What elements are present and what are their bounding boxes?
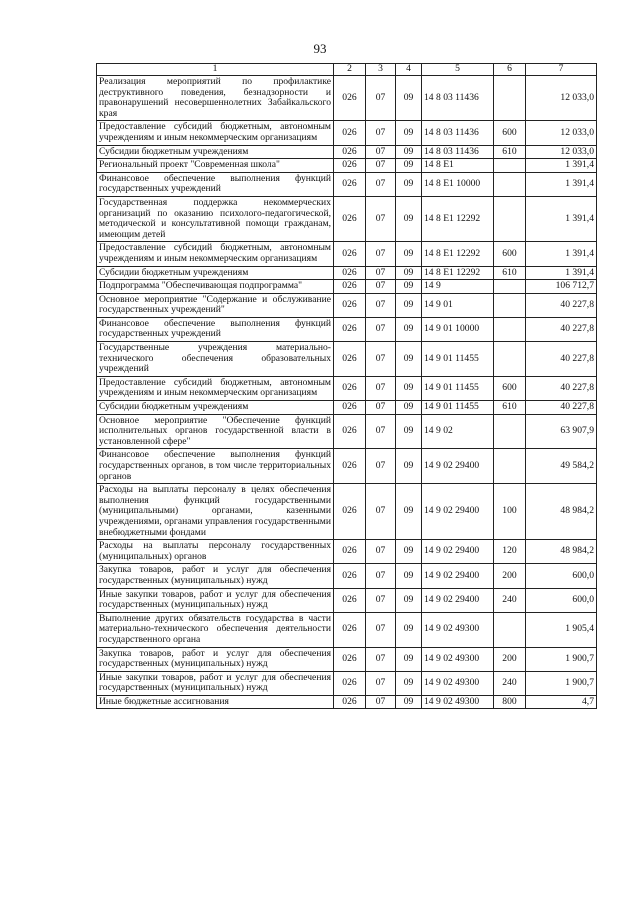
target-article-cell: 14 8 03 11436 <box>422 145 494 159</box>
amount-cell: 48 984,2 <box>526 540 597 564</box>
amount-cell: 1 391,4 <box>526 196 597 241</box>
expense-type-cell <box>494 414 526 449</box>
grbs-cell: 026 <box>334 414 366 449</box>
grbs-cell: 026 <box>334 266 366 280</box>
row-name-cell: Финансовое обеспечение выполнения функций государственных учреждений <box>97 172 334 196</box>
target-article-cell: 14 8 E1 10000 <box>422 172 494 196</box>
table-row <box>97 414 597 449</box>
amount-cell: 40 227,8 <box>526 293 597 317</box>
grbs-cell: 026 <box>334 671 366 695</box>
table-row <box>97 172 597 196</box>
subsection-cell: 09 <box>396 76 422 121</box>
grbs-cell: 026 <box>334 242 366 266</box>
grbs-cell: 026 <box>334 449 366 484</box>
amount-cell: 63 907,9 <box>526 414 597 449</box>
target-article-cell: 14 9 02 29400 <box>422 449 494 484</box>
row-name-cell: Реализация мероприятий по профилактике деструктивного поведения, безнадзорности и правонарушений несовершеннолетних Забайкальского края <box>97 76 334 121</box>
amount-cell: 48 984,2 <box>526 484 597 540</box>
subsection-cell: 09 <box>396 280 422 294</box>
section-cell: 07 <box>366 145 396 159</box>
expense-type-cell: 200 <box>494 564 526 588</box>
row-name-cell: Государственная поддержка некоммерческих организаций по оказанию психолого-педагогической, методической и консультативной помощи гражданам, имеющим детей <box>97 196 334 241</box>
target-article-cell: 14 8 03 11436 <box>422 121 494 145</box>
table-row <box>97 196 597 241</box>
target-article-cell: 14 9 02 29400 <box>422 588 494 612</box>
subsection-cell: 09 <box>396 671 422 695</box>
expense-type-cell: 240 <box>494 588 526 612</box>
section-cell: 07 <box>366 317 396 341</box>
target-article-cell: 14 9 02 49300 <box>422 695 494 709</box>
table-row <box>97 76 597 121</box>
section-cell: 07 <box>366 293 396 317</box>
target-article-cell: 14 9 02 29400 <box>422 564 494 588</box>
row-name-cell: Основное мероприятие "Содержание и обслуживание государственных учреждений" <box>97 293 334 317</box>
target-article-cell: 14 8 03 11436 <box>422 76 494 121</box>
page-number: 93 <box>313 41 327 56</box>
table-row <box>97 376 597 400</box>
table-row <box>97 671 597 695</box>
expense-type-cell: 100 <box>494 484 526 540</box>
section-cell: 07 <box>366 484 396 540</box>
amount-cell: 1 391,4 <box>526 172 597 196</box>
subsection-cell: 09 <box>396 414 422 449</box>
target-article-cell: 14 9 01 11455 <box>422 401 494 415</box>
section-cell: 07 <box>366 401 396 415</box>
table-row <box>97 564 597 588</box>
grbs-cell: 026 <box>334 121 366 145</box>
amount-cell: 1 905,4 <box>526 612 597 647</box>
expense-type-cell: 800 <box>494 695 526 709</box>
grbs-cell: 026 <box>334 317 366 341</box>
amount-cell: 1 391,4 <box>526 266 597 280</box>
target-article-cell: 14 9 02 49300 <box>422 612 494 647</box>
column-header: 6 <box>494 64 526 76</box>
target-article-cell: 14 9 01 11455 <box>422 342 494 377</box>
column-header: 7 <box>526 64 597 76</box>
subsection-cell: 09 <box>396 612 422 647</box>
section-cell: 07 <box>366 280 396 294</box>
subsection-cell: 09 <box>396 293 422 317</box>
subsection-cell: 09 <box>396 317 422 341</box>
amount-cell: 600,0 <box>526 564 597 588</box>
section-cell: 07 <box>366 564 396 588</box>
row-name-cell: Иные закупки товаров, работ и услуг для обеспечения государственных (муниципальных) нужд <box>97 671 334 695</box>
expense-type-cell: 200 <box>494 647 526 671</box>
section-cell: 07 <box>366 695 396 709</box>
table-row <box>97 342 597 377</box>
target-article-cell: 14 8 E1 12292 <box>422 242 494 266</box>
table-row <box>97 401 597 415</box>
row-name-cell: Выполнение других обязательств государства в части материально-технического обеспечения деятельности государственного органа <box>97 612 334 647</box>
table-row <box>97 484 597 540</box>
expense-type-cell <box>494 449 526 484</box>
subsection-cell: 09 <box>396 376 422 400</box>
column-header: 5 <box>422 64 494 76</box>
row-name-cell: Закупка товаров, работ и услуг для обеспечения государственных (муниципальных) нужд <box>97 647 334 671</box>
row-name-cell: Расходы на выплаты персоналу в целях обеспечения выполнения функций государственными (муниципальными) органами, казенными учреждениями, органами управления государственными внебюджетными фондами <box>97 484 334 540</box>
amount-cell: 12 033,0 <box>526 145 597 159</box>
table-row <box>97 145 597 159</box>
grbs-cell: 026 <box>334 612 366 647</box>
section-cell: 07 <box>366 76 396 121</box>
column-header: 3 <box>366 64 396 76</box>
amount-cell: 4,7 <box>526 695 597 709</box>
expense-type-cell <box>494 196 526 241</box>
grbs-cell: 026 <box>334 159 366 173</box>
target-article-cell: 14 9 <box>422 280 494 294</box>
row-name-cell: Финансовое обеспечение выполнения функций государственных учреждений <box>97 317 334 341</box>
table-row <box>97 121 597 145</box>
target-article-cell: 14 9 01 <box>422 293 494 317</box>
table-row <box>97 695 597 709</box>
grbs-cell: 026 <box>334 564 366 588</box>
grbs-cell: 026 <box>334 342 366 377</box>
expense-type-cell <box>494 280 526 294</box>
row-name-cell: Субсидии бюджетным учреждениям <box>97 145 334 159</box>
grbs-cell: 026 <box>334 695 366 709</box>
section-cell: 07 <box>366 172 396 196</box>
expense-type-cell: 600 <box>494 376 526 400</box>
row-name-cell: Государственные учреждения материально-технического обеспечения образовательных учреждений <box>97 342 334 377</box>
table-row <box>97 612 597 647</box>
grbs-cell: 026 <box>334 145 366 159</box>
subsection-cell: 09 <box>396 121 422 145</box>
target-article-cell: 14 9 02 29400 <box>422 540 494 564</box>
target-article-cell: 14 9 02 49300 <box>422 671 494 695</box>
amount-cell: 1 900,7 <box>526 647 597 671</box>
grbs-cell: 026 <box>334 76 366 121</box>
grbs-cell: 026 <box>334 280 366 294</box>
table-row <box>97 242 597 266</box>
expense-type-cell: 600 <box>494 242 526 266</box>
column-header: 4 <box>396 64 422 76</box>
section-cell: 07 <box>366 376 396 400</box>
expense-type-cell <box>494 172 526 196</box>
row-name-cell: Иные бюджетные ассигнования <box>97 695 334 709</box>
section-cell: 07 <box>366 414 396 449</box>
subsection-cell: 09 <box>396 484 422 540</box>
grbs-cell: 026 <box>334 196 366 241</box>
row-name-cell: Финансовое обеспечение выполнения функций государственных органов, в том числе территориальных органов <box>97 449 334 484</box>
header-row <box>97 64 597 76</box>
target-article-cell: 14 9 01 10000 <box>422 317 494 341</box>
target-article-cell: 14 8 E1 <box>422 159 494 173</box>
section-cell: 07 <box>366 612 396 647</box>
section-cell: 07 <box>366 196 396 241</box>
section-cell: 07 <box>366 159 396 173</box>
section-cell: 07 <box>366 242 396 266</box>
grbs-cell: 026 <box>334 401 366 415</box>
section-cell: 07 <box>366 266 396 280</box>
grbs-cell: 026 <box>334 293 366 317</box>
expense-type-cell: 120 <box>494 540 526 564</box>
amount-cell: 600,0 <box>526 588 597 612</box>
grbs-cell: 026 <box>334 484 366 540</box>
row-name-cell: Подпрограмма "Обеспечивающая подпрограмма" <box>97 280 334 294</box>
amount-cell: 1 900,7 <box>526 671 597 695</box>
subsection-cell: 09 <box>396 647 422 671</box>
target-article-cell: 14 9 01 11455 <box>422 376 494 400</box>
budget-table <box>96 63 597 709</box>
expense-type-cell <box>494 293 526 317</box>
section-cell: 07 <box>366 671 396 695</box>
grbs-cell: 026 <box>334 540 366 564</box>
target-article-cell: 14 9 02 <box>422 414 494 449</box>
row-name-cell: Основное мероприятие "Обеспечение функций исполнительных органов государственной власти в установленной сфере" <box>97 414 334 449</box>
row-name-cell: Иные закупки товаров, работ и услуг для обеспечения государственных (муниципальных) нужд <box>97 588 334 612</box>
subsection-cell: 09 <box>396 196 422 241</box>
grbs-cell: 026 <box>334 376 366 400</box>
subsection-cell: 09 <box>396 449 422 484</box>
amount-cell: 1 391,4 <box>526 242 597 266</box>
expense-type-cell <box>494 317 526 341</box>
subsection-cell: 09 <box>396 342 422 377</box>
subsection-cell: 09 <box>396 266 422 280</box>
section-cell: 07 <box>366 540 396 564</box>
expense-type-cell: 240 <box>494 671 526 695</box>
row-name-cell: Расходы на выплаты персоналу государственных (муниципальных) органов <box>97 540 334 564</box>
subsection-cell: 09 <box>396 540 422 564</box>
target-article-cell: 14 9 02 29400 <box>422 484 494 540</box>
expense-type-cell: 600 <box>494 121 526 145</box>
amount-cell: 12 033,0 <box>526 76 597 121</box>
subsection-cell: 09 <box>396 588 422 612</box>
section-cell: 07 <box>366 588 396 612</box>
grbs-cell: 026 <box>334 588 366 612</box>
amount-cell: 1 391,4 <box>526 159 597 173</box>
row-name-cell: Предоставление субсидий бюджетным, автономным учреждениям и иным некоммерческим организациям <box>97 121 334 145</box>
amount-cell: 106 712,7 <box>526 280 597 294</box>
amount-cell: 49 584,2 <box>526 449 597 484</box>
subsection-cell: 09 <box>396 172 422 196</box>
row-name-cell: Субсидии бюджетным учреждениям <box>97 266 334 280</box>
amount-cell: 40 227,8 <box>526 376 597 400</box>
amount-cell: 40 227,8 <box>526 317 597 341</box>
table-row <box>97 449 597 484</box>
table-row <box>97 280 597 294</box>
table-row <box>97 647 597 671</box>
table-body <box>97 76 597 709</box>
row-name-cell: Закупка товаров, работ и услуг для обеспечения государственных (муниципальных) нужд <box>97 564 334 588</box>
subsection-cell: 09 <box>396 159 422 173</box>
table-row <box>97 317 597 341</box>
section-cell: 07 <box>366 121 396 145</box>
table-row <box>97 266 597 280</box>
subsection-cell: 09 <box>396 401 422 415</box>
table-row <box>97 293 597 317</box>
expense-type-cell: 610 <box>494 401 526 415</box>
section-cell: 07 <box>366 449 396 484</box>
expense-type-cell: 610 <box>494 145 526 159</box>
target-article-cell: 14 9 02 49300 <box>422 647 494 671</box>
target-article-cell: 14 8 E1 12292 <box>422 196 494 241</box>
table-row <box>97 588 597 612</box>
row-name-cell: Субсидии бюджетным учреждениям <box>97 401 334 415</box>
expense-type-cell <box>494 612 526 647</box>
expense-type-cell: 610 <box>494 266 526 280</box>
amount-cell: 40 227,8 <box>526 401 597 415</box>
amount-cell: 12 033,0 <box>526 121 597 145</box>
expense-type-cell <box>494 76 526 121</box>
section-cell: 07 <box>366 647 396 671</box>
row-name-cell: Предоставление субсидий бюджетным, автономным учреждениям и иным некоммерческим организациям <box>97 242 334 266</box>
row-name-cell: Региональный проект "Современная школа" <box>97 159 334 173</box>
subsection-cell: 09 <box>396 145 422 159</box>
section-cell: 07 <box>366 342 396 377</box>
subsection-cell: 09 <box>396 695 422 709</box>
column-header: 2 <box>334 64 366 76</box>
subsection-cell: 09 <box>396 242 422 266</box>
grbs-cell: 026 <box>334 172 366 196</box>
column-header: 1 <box>97 64 334 76</box>
expense-type-cell <box>494 342 526 377</box>
grbs-cell: 026 <box>334 647 366 671</box>
amount-cell: 40 227,8 <box>526 342 597 377</box>
subsection-cell: 09 <box>396 564 422 588</box>
target-article-cell: 14 8 E1 12292 <box>422 266 494 280</box>
row-name-cell: Предоставление субсидий бюджетным, автономным учреждениям и иным некоммерческим организациям <box>97 376 334 400</box>
table-row <box>97 159 597 173</box>
table-row <box>97 540 597 564</box>
expense-type-cell <box>494 159 526 173</box>
